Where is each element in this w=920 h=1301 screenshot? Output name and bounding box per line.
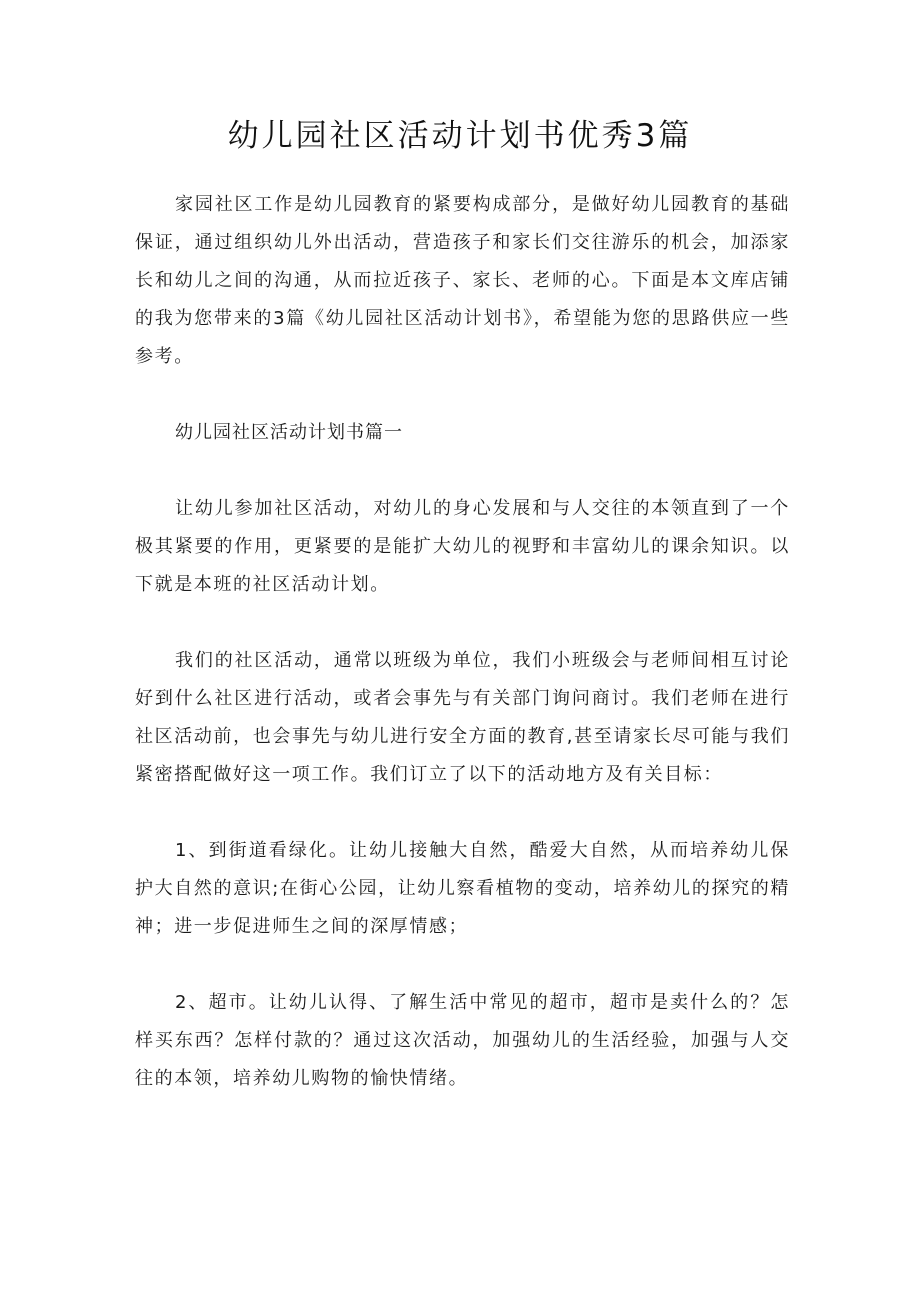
body-paragraph: 让幼儿参加社区活动，对幼儿的身心发展和与人交往的本领直到了一个极其紧要的作用，更紧要的是能扩大幼儿的视野和丰富幼儿的课余知识。以下就是本班的社区活动计划。 xyxy=(135,498,790,595)
body-paragraph: 我们的社区活动，通常以班级为单位，我们小班级会与老师间相互讨论好到什么社区进行活动，或者会事先与有关部门询问商讨。我们老师在进行社区活动前，也会事先与幼儿进行安全方面的教育,甚至请家长尽可能与我们紧密搭配做好这一项工作。我们订立了以下的活动地方及有关目标： xyxy=(135,650,790,785)
list-item-paragraph: 2、超市。让幼儿认得、了解生活中常见的超市，超市是卖什么的？怎样买东西？怎样付款的？通过这次活动，加强幼儿的生活经验，加强与人交往的本领，培养幼儿购物的愉快情绪。 xyxy=(135,992,790,1089)
document-title: 幼儿园社区活动计划书优秀3篇 xyxy=(227,118,693,154)
document-body xyxy=(135,186,790,1136)
section-heading: 幼儿园社区活动计划书篇一 xyxy=(175,422,403,443)
intro-paragraph: 家园社区工作是幼儿园教育的紧要构成部分，是做好幼儿园教育的基础保证，通过组织幼儿外出活动，营造孩子和家长们交往游乐的机会，加添家长和幼儿之间的沟通，从而拉近孩子、家长、老师的心。下面是本文库店铺的我为您带来的3篇《幼儿园社区活动计划书》，希望能为您的思路供应一些参考。 xyxy=(135,194,790,367)
list-item-paragraph: 1、到街道看绿化。让幼儿接触大自然，酷爱大自然，从而培养幼儿保护大自然的意识;在街心公园，让幼儿察看植物的变动，培养幼儿的探究的精神；进一步促进师生之间的深厚情感； xyxy=(135,840,790,937)
